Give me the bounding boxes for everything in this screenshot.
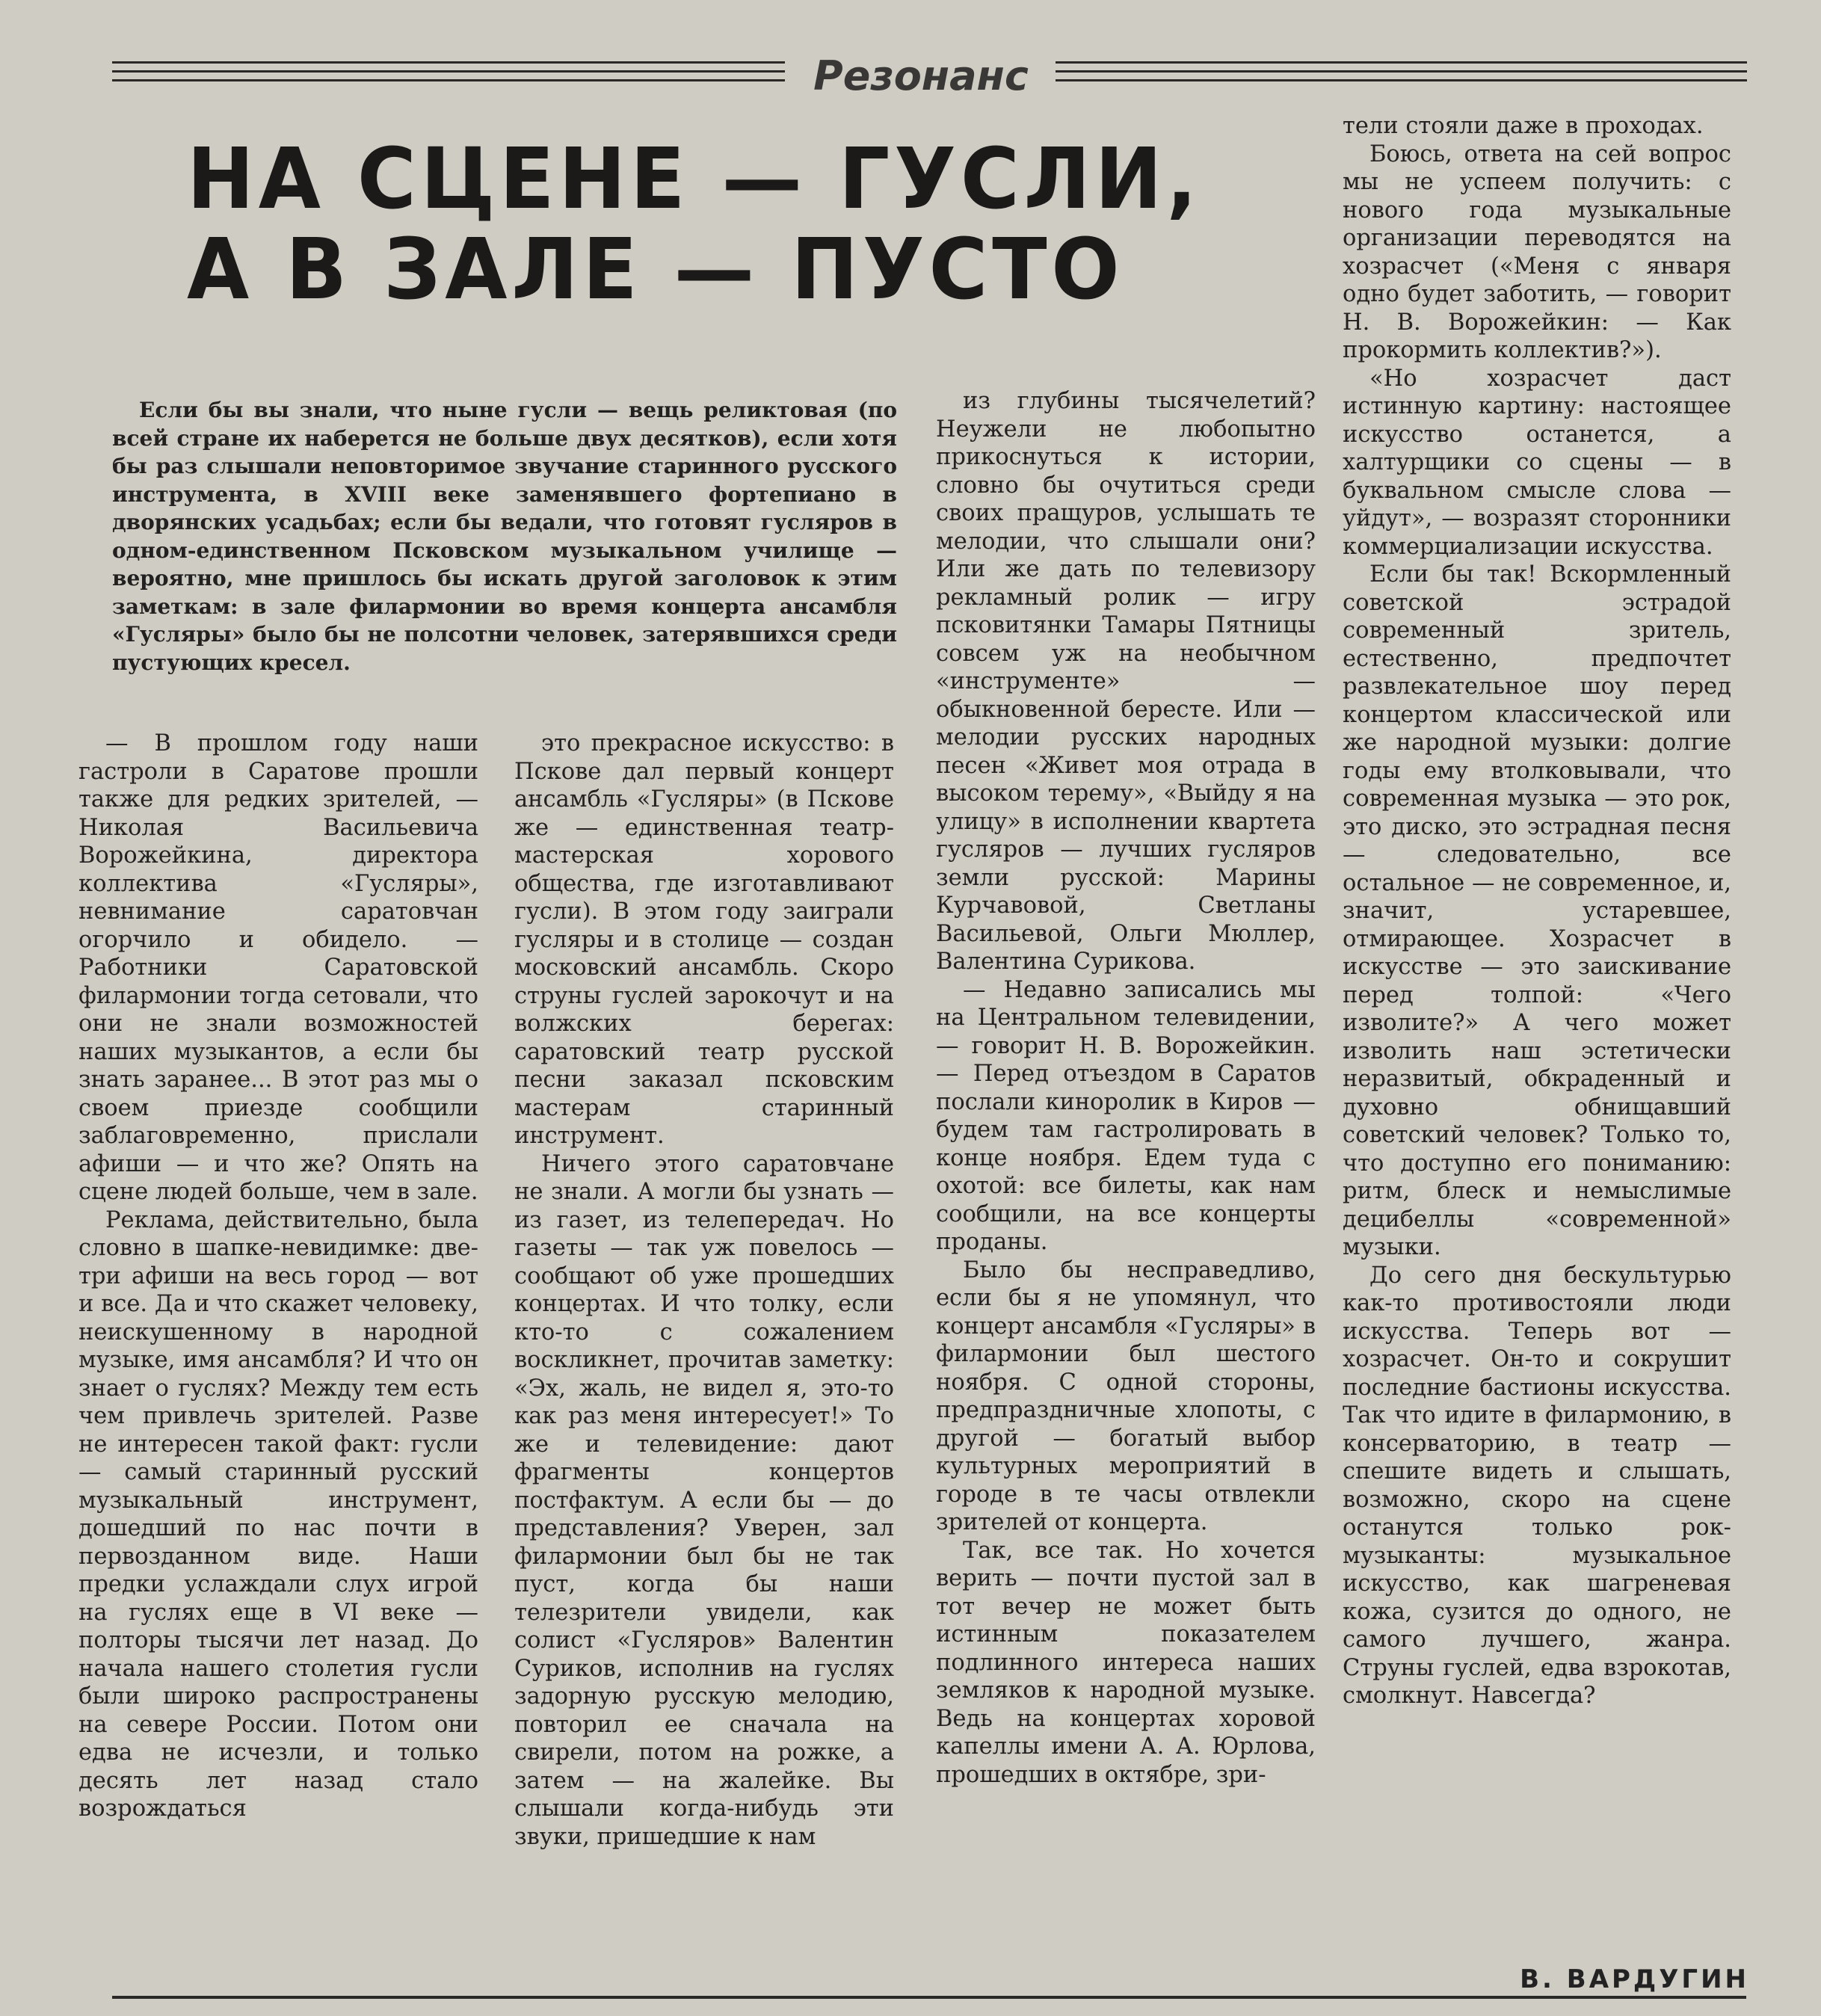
paragraph: — В прошлом году наши гастроли в Саратове прошли также для редких зрителей, — Николая Васильевича Ворожейкина, директора коллектива «Гусляры», невнимание саратовчан огорчило и обидело. — Работники Саратовской филармонии тогда сетовали, что они не знали возможностей наших музыкантов, а если бы знать заранее... В этот раз мы о своем приезде сообщили заблаговременно, прислали афиши — и что же? Опять на сцене людей больше, чем в зале. [78,730,478,1205]
paragraph: До сего дня бескультурью как-то противостояли люди искусства. Теперь вот — хозрасчет. Он-то и сокрушит последние бастионы искусства. Так что идите в филармонию, в консерваторию, в театр — спешите видеть и слышать, возможно, скоро на сцене останутся только рок-музыканты: музыкальное искусство, как шагреневая кожа, сузится до одного, не самого лучшего, жанра. Струны гуслей, едва взрокотав, смолкнут. Навсегда? [1343,1262,1731,1709]
paragraph: тели стояли даже в проходах. [1343,113,1704,139]
paragraph: «Но хозрасчет даст истинную картину: настоящее искусство останется, а халтурщики со сцены — в буквальном смысле слова — уйдут», — возразят сторонники коммерциализации искусства. [1343,365,1731,560]
rubric-label: Резонанс [813,52,1029,99]
article-headline [187,131,1201,318]
top-rule-left-1 [112,61,785,64]
paragraph: Реклама, действительно, была словно в шапке-невидимке: две-три афиши на весь город — вот и все. Да и что скажет человеку, неискушенному в народной музыке, имя ансамбля? И что он знает о гуслях? Между тем есть чем привлечь зрителей. Разве не интересен такой факт: гусли — самый старинный русский музыкальный инструмент, дошедший по нас почти в первозданном виде. Наши предки услаждали слух игрой на гуслях еще в VI веке — полторы тысячи лет назад. До начала нашего столетия гусли были широко распространены на севере России. Потом они едва не исчезли, и только десять лет назад стало возрождаться [78,1206,478,1822]
paragraph: это прекрасное искусство: в Пскове дал первый концерт ансамбль «Гусляры» (в Пскове же — единственная театр-мастерская хорового общества, где изготавливают гусли). В этом году заиграли гусляры и в столице — создан московский ансамбль. Скоро струны гуслей зарокочут и на волжских берегах: саратовский театр русской песни заказал псковским мастерам старинный инструмент. [514,730,894,1149]
top-rule-right-3 [1056,79,1747,81]
top-rule-left-2 [112,70,785,73]
top-rule-left-3 [112,79,785,81]
paragraph: из глубины тысячелетий? Неужели не любопытно прикоснуться к истории, словно бы очутиться среди своих пращуров, услышать те мелодии, что слышали они? Или же дать по телевизору рекламный ролик — игру псковитянки Тамары Пятницы совсем уж на необычном «инструменте» — обыкновенной бересте. Или — мелодии русских народных песен «Живет моя отрада в высоком терему», «Выйду я на улицу» в исполнении квартета гусляров — лучших гусляров земли русской: Марины Курчавовой, Светланы Васильевой, Ольги Мюллер, Валентина Сурикова. [936,388,1316,975]
column-4 [1343,112,1731,1710]
headline-line-2: А В ЗАЛЕ — ПУСТО [187,221,1124,318]
paragraph: Боюсь, ответа на сей вопрос мы не успеем получить: с нового года музыкальные организации переводятся на хозрасчет («Меня с января одно будет заботить, — говорит Н. В. Ворожейкин: — Как прокормить коллектив?»). [1343,141,1731,363]
column-2 [514,730,894,1851]
headline-line-1: НА СЦЕНЕ — ГУСЛИ, [187,131,1201,228]
paragraph: — Недавно записались мы на Центральном телевидении, — говорит Н. В. Ворожейкин. — Перед отъездом в Саратов послали киноролик в Киров — будем там гастролировать в конце ноября. Едем туда с охотой: все билеты, как нам сообщили, на все концерты проданы. [936,976,1316,1255]
paragraph: Было бы несправедливо, если бы я не упомянул, что концерт ансамбля «Гусляры» в филармонии был шестого ноября. С одной стороны, предпраздничные хлопоты, с другой — богатый выбор культурных мероприятий в городе в те часы отвлекли зрителей от концерта. [936,1257,1316,1535]
top-rule-right-1 [1056,61,1747,64]
paragraph: Так, все так. Но хочется верить — почти пустой зал в тот вечер не может быть истинным показателем подлинного интереса наших земляков к народной музыке. Ведь на концертах хоровой капеллы имени А. А. Юрлова, прошедших в октябре, зри- [936,1537,1316,1788]
bottom-rule [112,1996,1746,1999]
column-3 [936,387,1316,1789]
paragraph: Ничего этого саратовчане не знали. А могли бы узнать — из газет, из телепередач. Но газеты — так уж повелось — сообщают об уже прошедших концертах. И что толку, если кто-то с сожалением воскликнет, прочитав заметку: «Эх, жаль, не видел я, это-то как раз меня интересует!» То же и телевидение: дают фрагменты концертов постфактум. А если бы — до представления? Уверен, зал филармонии был бы не так пуст, когда бы наши телезрители увидели, как солист «Гусляров» Валентин Суриков, исполнив на гуслях задорную русскую мелодию, повторил ее сначала на свирели, потом на рожке, а затем — на жалейке. Вы слышали когда-нибудь эти звуки, пришедшие к нам [514,1150,894,1850]
article-lead: Если бы вы знали, что ныне гусли — вещь реликтовая (по всей стране их наберется не больше двух десятков), если хотя бы раз слышали неповторимое звучание старинного русского инструмента, в XVIII веке заменявшего фортепиано в дворянских усадьбах; если бы ведали, что готовят гусляров в одном-единственном Псковском музыкальном училище — вероятно, мне пришлось бы искать другой заголовок к этим заметкам: в зале филармонии во время концерта ансамбля «Гусляры» было бы не полсотни человек, затерявшихся среди пустующих кресел. [112,398,897,675]
paragraph: Если бы так! Вскормленный советской эстрадой современный зритель, естественно, предпочтет развлекательное шоу перед концертом классической или же народной музыки: долгие годы ему втолковывали, что современная музыка — это рок, это диско, это эстрадная песня — следовательно, все остальное — не современное, и, значит, устаревшее, отмирающее. Хозрасчет в искусстве — это заискивание перед толпой: «Чего изволите?» А чего может изволить наш эстетически неразвитый, обкраденный и духовно обнищавший советский человек? Только то, что доступно его пониманию: ритм, блеск и немыслимые децибеллы «современной» музыки. [1343,561,1731,1260]
author-byline: В. ВАРДУГИН [1520,1964,1749,1994]
top-rule-right-2 [1056,70,1747,73]
column-1 [78,730,478,1823]
